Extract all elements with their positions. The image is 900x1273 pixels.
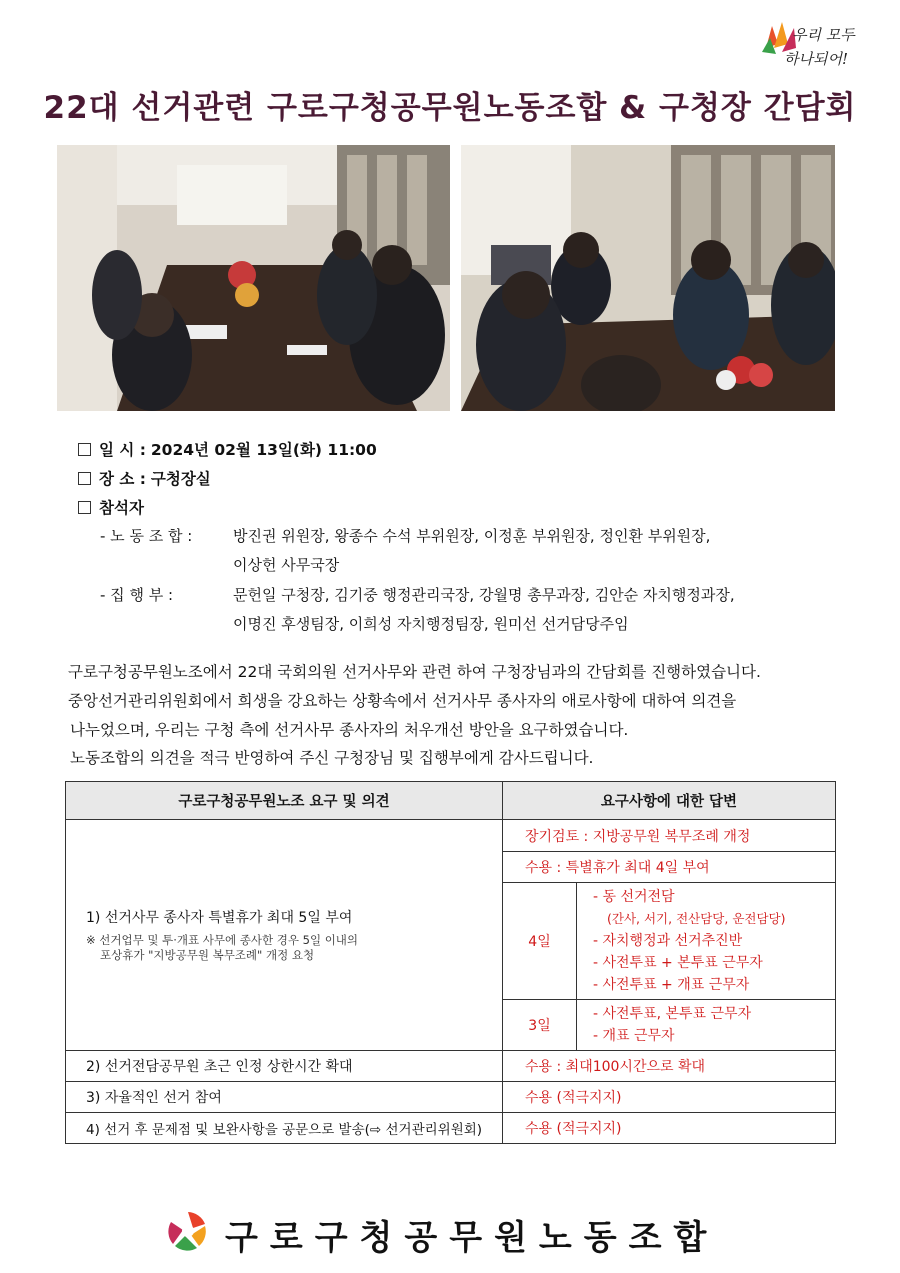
days-4-item: (간사, 서기, 전산담당, 운전담당) bbox=[607, 911, 786, 926]
table-row bbox=[66, 1082, 836, 1113]
header-answers: 요구사항에 대한 답변 bbox=[503, 782, 836, 820]
union-members-line2: 이상헌 사무국장 bbox=[233, 556, 340, 574]
table-header-row bbox=[66, 782, 836, 820]
requests-table bbox=[65, 781, 836, 1144]
request-4: 4) 선거 후 문제점 및 보완사항을 공문으로 발송(⇨ 선거관리위원회) bbox=[66, 1113, 503, 1144]
union-label: - 노 동 조 합 : bbox=[100, 527, 193, 545]
exec-members-line1: 문헌일 구청장, 김기중 행정관리국장, 강월명 총무과장, 김안순 자치행정과장, bbox=[233, 586, 735, 604]
days-3-list bbox=[577, 1000, 836, 1051]
request-1-note-2: 포상휴가 "지방공무원 복무조례" 개정 요청 bbox=[100, 948, 315, 962]
checkbox-icon bbox=[78, 501, 91, 514]
exec-label: - 집 행 부 : bbox=[100, 586, 174, 604]
checkbox-icon bbox=[78, 472, 91, 485]
answer-4: 수용 (적극지지) bbox=[503, 1113, 836, 1144]
days-3: 3일 bbox=[503, 1000, 577, 1051]
meeting-photo-left bbox=[57, 145, 450, 411]
answer-2: 수용 : 최대100시간으로 확대 bbox=[503, 1051, 836, 1082]
answer-1a: 장기검토 : 지방공무원 복무조례 개정 bbox=[503, 820, 836, 852]
union-members-line1: 방진권 위원장, 왕종수 수석 부위원장, 이정훈 부위원장, 정인환 부위원장, bbox=[233, 527, 711, 545]
request-1-cell bbox=[66, 820, 503, 1051]
answer-3: 수용 (적극지지) bbox=[503, 1082, 836, 1113]
summary-line-4: 노동조합의 의견을 적극 반영하여 주신 구청장님 및 집행부에게 감사드립니다. bbox=[70, 749, 594, 767]
footer bbox=[165, 1208, 735, 1258]
days-4-item: - 사전투표 + 개표 근무자 bbox=[593, 977, 750, 993]
page-title: 22대 선거관련 구로구청공무원노동조합 & 구청장 간담회 bbox=[43, 90, 857, 126]
days-4-item: - 자치행정과 선거추진반 bbox=[593, 933, 743, 949]
exec-members-line2: 이명진 후생팀장, 이희성 자치행정팀장, 원미선 선거담당주임 bbox=[233, 615, 629, 633]
table-row bbox=[66, 1051, 836, 1082]
days-4: 4일 bbox=[503, 883, 577, 1000]
request-3: 3) 자율적인 선거 참여 bbox=[66, 1082, 503, 1113]
days-3-item: - 개표 근무자 bbox=[593, 1028, 675, 1044]
checkbox-icon bbox=[78, 443, 91, 456]
union-logo-icon bbox=[165, 1208, 211, 1254]
table-row bbox=[66, 1113, 836, 1144]
union-name: 구로구청공무원노동조합 bbox=[225, 1218, 719, 1258]
attendees-label: 참석자 bbox=[99, 499, 144, 517]
summary-line-1: 구로구청공무원노조에서 22대 국회의원 선거사무와 관련 하여 구청장님과의 간담회를 진행하였습니다. bbox=[68, 663, 761, 681]
summary-line-2: 중앙선거관리위원회에서 희생을 강요하는 상황속에서 선거사무 종사자의 애로사항에 대하여 의견을 bbox=[68, 692, 737, 710]
table-row bbox=[66, 820, 836, 852]
meeting-photo-right bbox=[461, 145, 835, 411]
slogan-logo bbox=[752, 14, 872, 84]
request-2: 2) 선거전담공무원 초근 인정 상한시간 확대 bbox=[66, 1051, 503, 1082]
request-1-note-1: ※ 선거업무 및 투·개표 사무에 종사한 경우 5일 이내의 bbox=[86, 933, 359, 947]
place-label: 장 소 : bbox=[99, 470, 146, 488]
header-requests: 구로구청공무원노조 요구 및 의견 bbox=[66, 782, 503, 820]
summary-line-3: 나누었으며, 우리는 구청 측에 선거사무 종사자의 처우개선 방안을 요구하였습니다. bbox=[70, 721, 629, 739]
slogan-line1: 우리 모두 bbox=[792, 26, 855, 44]
days-4-item: - 동 선거전담 bbox=[593, 889, 675, 905]
date-label: 일 시 : bbox=[99, 441, 146, 459]
days-4-list bbox=[577, 883, 836, 1000]
days-4-item: - 사전투표 + 본투표 근무자 bbox=[593, 955, 763, 971]
date-value: 2024년 02월 13일(화) 11:00 bbox=[150, 441, 377, 459]
answer-1b: 수용 : 특별휴가 최대 4일 부여 bbox=[503, 852, 836, 883]
slogan-line2: 하나되어! bbox=[784, 50, 848, 68]
place-value: 구청장실 bbox=[150, 470, 211, 488]
request-1: 1) 선거사무 종사자 특별휴가 최대 5일 부여 bbox=[86, 910, 353, 926]
days-3-item: - 사전투표, 본투표 근무자 bbox=[593, 1006, 752, 1022]
